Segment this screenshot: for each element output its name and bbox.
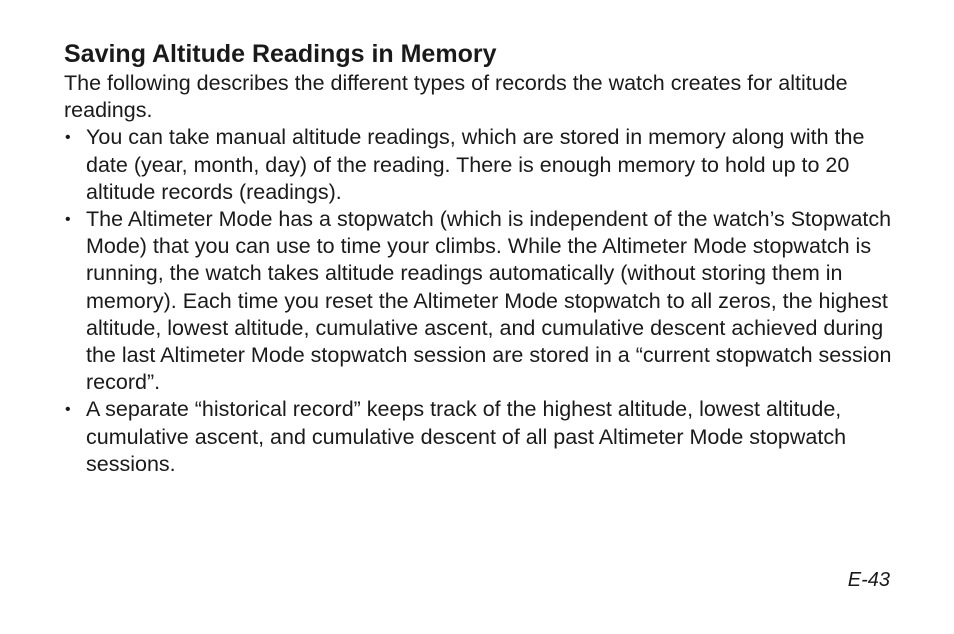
bullet-item-historical-record bbox=[64, 396, 894, 478]
page-number: E-43 bbox=[847, 569, 890, 591]
bullet-item-stopwatch-session bbox=[64, 206, 894, 396]
bullet-text: You can take manual altitude readings, which are stored in memory along with the date (year, month, day) of the reading. There is enough memory to hold up to 20 altitude records (readings). bbox=[86, 125, 865, 204]
intro-paragraph: The following describes the different types of records the watch creates for altitude readings. bbox=[64, 71, 848, 123]
bullet-icon: • bbox=[65, 401, 71, 419]
section-heading: Saving Altitude Readings in Memory bbox=[64, 40, 497, 68]
bullet-text: A separate “historical record” keeps track of the highest altitude, lowest altitude, cumulative ascent, and cumulative descent of all past Altimeter Mode stopwatch sessions. bbox=[86, 397, 847, 476]
bullet-icon: • bbox=[65, 129, 71, 147]
bullet-item-manual-readings bbox=[64, 124, 894, 206]
bullet-icon: • bbox=[65, 211, 71, 229]
bullet-list bbox=[64, 124, 894, 478]
bullet-text: The Altimeter Mode has a stopwatch (which is independent of the watch’s Stopwatch Mode) that you can use to time your climbs. While the Altimeter Mode stopwatch is running, the watch takes altitude readings automatically (without storing them in memory). Each time you reset the Altimeter Mode stopwatch to all zeros, the highest altitude, lowest altitude, cumulative ascent, and cumulative descent achieved during the last Altimeter Mode stopwatch session are stored in a “current stopwatch session record”. bbox=[86, 207, 892, 395]
document-page bbox=[64, 38, 894, 478]
